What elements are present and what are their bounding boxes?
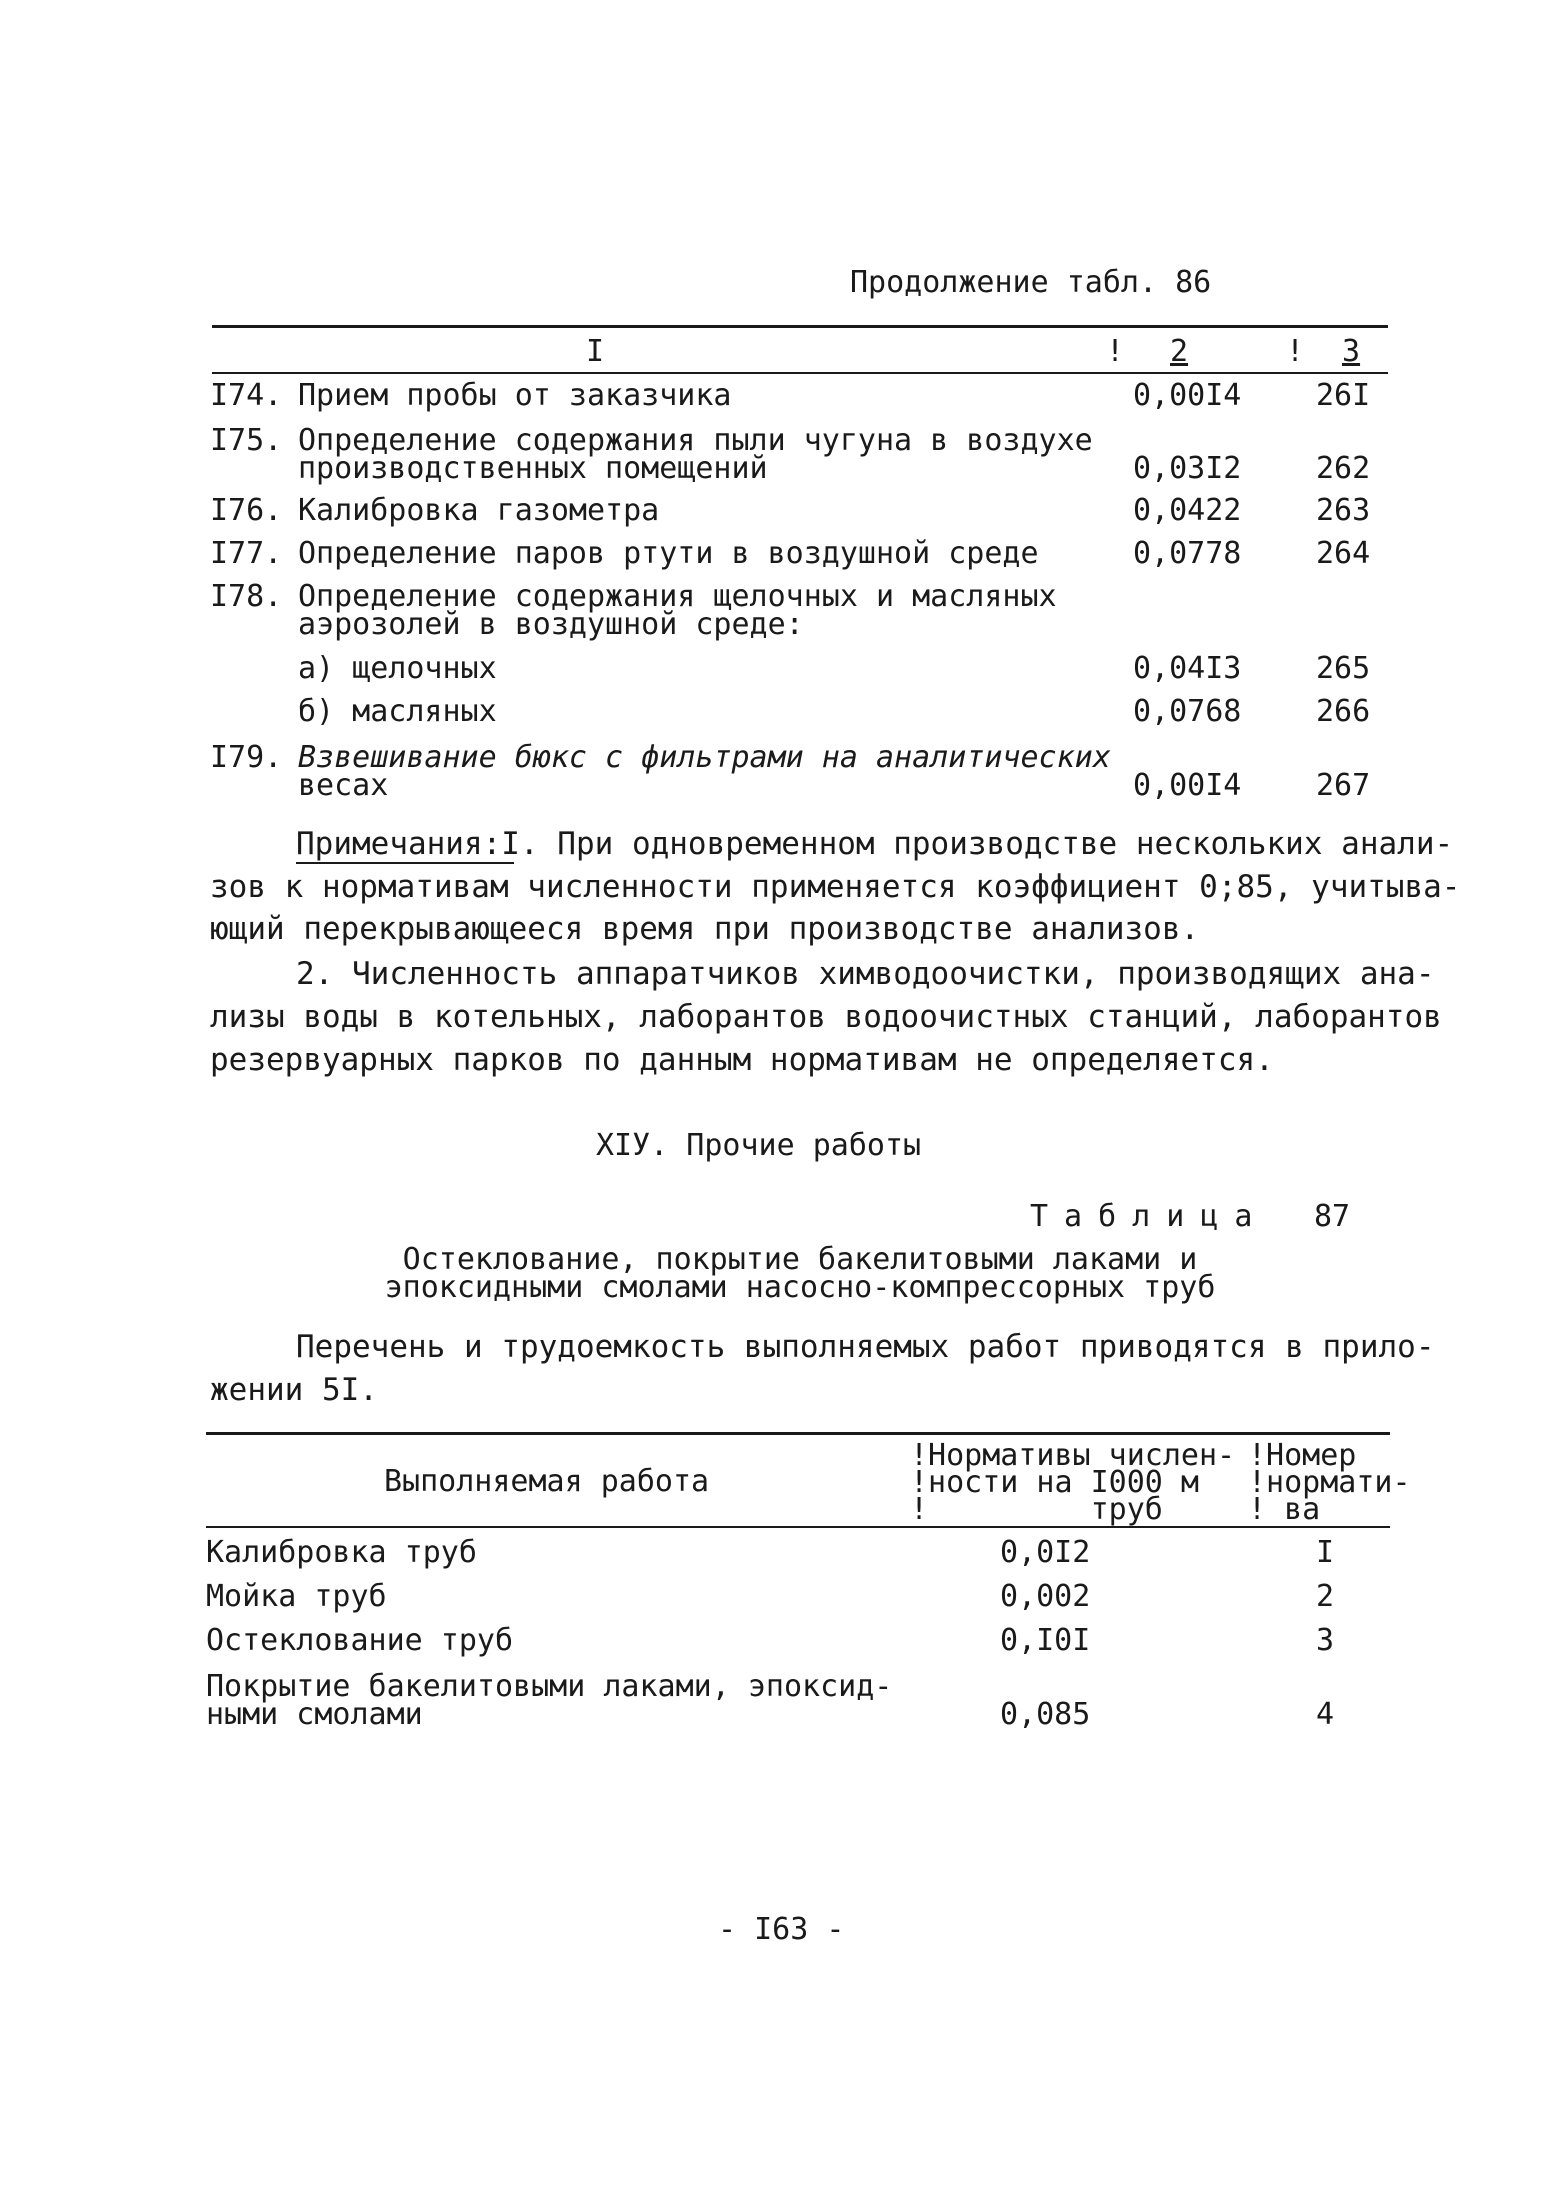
table86-header-col3: 3	[1342, 334, 1361, 369]
row-norm: 265	[1316, 651, 1371, 686]
row-value: 0,I0I	[1000, 1623, 1091, 1658]
row-value: 0,0768	[1133, 694, 1242, 729]
row-value: 0,0778	[1133, 536, 1242, 571]
row-number: I75.	[210, 423, 283, 458]
table87-top-rule	[206, 1432, 1390, 1435]
notes-line: лизы воды в котельных, лаборантов водоочистных станций, лаборантов	[210, 999, 1442, 1035]
row-number: 4	[1316, 1697, 1335, 1732]
row-text: Калибровка газометра	[298, 493, 660, 528]
table86-header-sep2: !	[1286, 334, 1305, 369]
table86-header-col1: I	[586, 334, 605, 369]
row-value: 0,04I3	[1133, 651, 1242, 686]
row-text: аэрозолей в воздушной среде:	[298, 607, 804, 642]
row-value: 0,0422	[1133, 493, 1242, 528]
table87-header-num: !нормати-	[1248, 1465, 1411, 1500]
row-number: 2	[1316, 1579, 1335, 1614]
intro-line: Перечень и трудоемкость выполняемых работ приводятся в прило-	[296, 1329, 1435, 1365]
row-value: 0,00I4	[1133, 378, 1242, 413]
notes-line: 2. Численность аппаратчиков химводоочистки, производящих ана-	[296, 956, 1435, 992]
table87-caption: эпоксидными смолами насосно-компрессорных труб	[384, 1270, 1216, 1305]
row-number: 3	[1316, 1623, 1335, 1658]
table87-header-norm: !Нормативы числен-	[910, 1438, 1236, 1473]
row-value: 0,085	[1000, 1697, 1091, 1732]
row-text: Определение содержания щелочных и масляных	[298, 579, 1057, 614]
row-number: I74.	[210, 378, 283, 413]
row-value: 0,00I4	[1133, 768, 1242, 803]
row-norm: 266	[1316, 694, 1371, 729]
row-number: I76.	[210, 493, 283, 528]
row-value: 0,03I2	[1133, 451, 1242, 486]
table87-header-num: !Номер	[1248, 1438, 1357, 1473]
row-work: Калибровка труб	[206, 1535, 477, 1570]
row-number: I77.	[210, 536, 283, 571]
row-work: Мойка труб	[206, 1579, 387, 1614]
row-norm: 267	[1316, 768, 1371, 803]
row-value: 0,0I2	[1000, 1535, 1091, 1570]
row-number: I	[1316, 1535, 1335, 1570]
table86-header-col2: 2	[1170, 334, 1189, 369]
table87-header-num: ! ва	[1248, 1492, 1321, 1527]
row-text: Прием пробы от заказчика	[298, 378, 732, 413]
section-title: XIУ. Прочие работы	[596, 1128, 922, 1163]
table87-header-norm: ! труб	[910, 1492, 1163, 1527]
intro-line: жении 5I.	[210, 1372, 378, 1408]
continuation-label: Продолжение табл. 86	[850, 265, 1212, 300]
table87-caption: Остеклование, покрытие бакелитовыми лаками и	[402, 1242, 1198, 1277]
row-text: Определение содержания пыли чугуна в воздухе	[298, 423, 1093, 458]
row-text: Взвешивание бюкс с фильтрами на аналитических	[298, 740, 1111, 775]
row-text: б) масляных	[298, 694, 497, 729]
row-text: производственных помещений	[298, 451, 768, 486]
row-number: I79.	[210, 740, 283, 775]
row-text: весах	[298, 768, 389, 803]
row-work: Покрытие бакелитовыми лаками, эпоксид-	[206, 1669, 893, 1704]
page-number: - I63 -	[718, 1912, 845, 1947]
notes-line: Примечания:I. При одновременном производстве нескольких анали-	[296, 826, 1454, 862]
row-number: I78.	[210, 579, 283, 614]
notes-underline	[296, 862, 514, 864]
row-norm: 263	[1316, 493, 1371, 528]
row-norm: 264	[1316, 536, 1371, 571]
row-work: ными смолами	[206, 1697, 423, 1732]
table86-header-sep1: !	[1106, 334, 1125, 369]
table87-header-norm: !ности на I000 м	[910, 1465, 1199, 1500]
notes-line: зов к нормативам численности применяется коэффициент 0;85, учитыва-	[210, 869, 1461, 905]
notes-line: ющий перекрывающееся время при производстве анализов.	[210, 911, 1200, 947]
row-norm: 262	[1316, 451, 1371, 486]
row-value: 0,002	[1000, 1579, 1091, 1614]
table87-header-work: Выполняемая работа	[384, 1464, 710, 1499]
table87-header-rule	[206, 1526, 1390, 1528]
row-work: Остеклование труб	[206, 1623, 514, 1658]
row-text: а) щелочных	[298, 651, 497, 686]
table87-label: Таблица	[1030, 1199, 1269, 1234]
row-norm: 26I	[1316, 378, 1371, 413]
row-text: Определение паров ртути в воздушной среде	[298, 536, 1039, 571]
table87-number: 87	[1314, 1199, 1351, 1234]
table86-header-rule	[212, 372, 1388, 374]
table86-top-rule	[212, 325, 1388, 328]
notes-line: резервуарных парков по данным нормативам не определяется.	[210, 1042, 1274, 1078]
